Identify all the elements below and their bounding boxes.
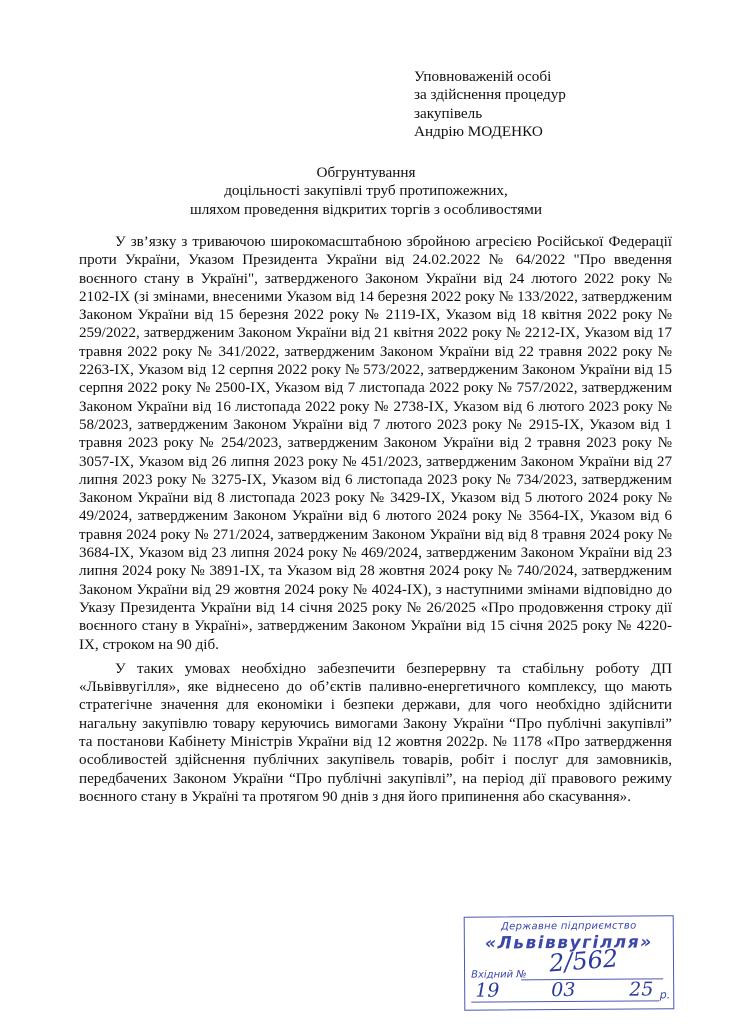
title-line: доцільності закупівлі труб протипожежних, <box>224 182 508 200</box>
stamp-reg-number: 2/562 <box>548 944 620 978</box>
addressee-block <box>414 68 566 141</box>
stamp-year: 25 <box>629 978 654 1001</box>
title-line: Обгрунтування <box>316 164 416 181</box>
stamp-month: 03 <box>551 978 576 1002</box>
addressee-line: закупівель <box>414 104 483 122</box>
stamp-year-suffix: р. <box>659 988 671 1002</box>
addressee-line: за здійснення процедур <box>414 86 566 104</box>
stamp-day: 19 <box>475 979 500 1002</box>
addressee-line: Уповноваженій особі <box>414 68 552 85</box>
title-line: шляхом проведення відкритих торгів з особливостями <box>190 200 542 218</box>
body-paragraph: У таких умовах необхідно забезпечити безперервну та стабільну роботу ДП «Львіввугілля», яке віднесено до об’єктів паливно-енергетичного комплексу, що мають стратегічне значення для економіки і безпеки держави, для чого необхідно здійснити нагальну закупівлю товару керуючись вимогами Закону України “Про публічні закупівлі” та постанови Кабінету Міністрів України від 12 жовтня 2022р. № 1178 «Про затвердження особливостей здійснення публічних закупівель товарів, робіт і послуг для замовників, передбачених Законом України “Про публічні закупівлі”, на період дії правового режиму воєнного стану в Україні та протягом 90 днів з дня його припинення або скасування». <box>79 660 672 805</box>
stamp-org: Державне підприємство <box>500 920 637 933</box>
body-paragraph: У зв’язку з триваючою широкомасштабною збройною агресією Російської Федерації проти України, Указом Президента України від 24.02.2022 № 64/2022 "Про введення воєнного стану в Україні", затвердженого Законом України від 24 лютого 2022 року № 2102-IX (зі змінами, внесеними Указом від 14 березня 2022 року № 133/2022, затвердженим Законом України від 15 березня 2022 року № 2119-IX, Указом від 18 квітня 2022 року № 259/2022, затвердженим Законом України від 21 квітня 2022 року № 2212-IX, Указом від 17 травня 2022 року № 341/2022, затвердженим Законом України від 22 травня 2022 року № 2263-IX, Указом від 12 серпня 2022 року № 573/2022, затвердженим Законом України від 15 серпня 2022 року № 2500-IX, Указом від 7 листопада 2022 року № 757/2022, затвердженим Законом України від 16 листопада 2022 року № 2738-IX, Указом від 6 лютого 2023 року № 58/2023, затвердженим Законом України від 7 лютого 2023 року № 2915-IX, Указом від 1 травня 2023 року № 254/2023, затвердженим Законом України від 2 травня 2023 року № 3057-IX, Указом від 26 липня 2023 року № 451/2023, затвердженим Законом України від 27 липня 2023 року № 3275-IX, Указом від 6 листопада 2023 року № 734/2023, затвердженим Законом України від 8 листопада 2023 року № 3429-IX, Указом від 5 лютого 2024 року № 49/2024, затвердженим Законом України від 6 лютого 2024 року № 3564-IX, Указом від 6 травня 2024 року № 271/2024, затвердженим Законом України від від 8 травня 2024 року № 3684-IX, Указом від 23 липня 2024 року № 469/2024, затвердженим Законом України від 23 липня 2024 року № 3891-IX, та Указом від 28 жовтня 2024 року № 740/2024, затвердженим Законом України від 29 жовтня 2024 року № 4024-IX), з наступними змінами відповідно до Указу Президента України від 14 січня 2025 року № 26/2025 «Про продовження строку дії воєнного стану в Україні», затвердженим Законом України від 15 січня 2025 року № 4220-IX, строком на 90 діб. <box>79 234 672 653</box>
document-body <box>79 233 672 806</box>
addressee-name: Андрію МОДЕНКО <box>414 122 543 140</box>
registration-stamp <box>464 915 675 1010</box>
stamp-date-line <box>471 1000 659 1002</box>
document-title <box>60 164 672 219</box>
stamp-company-name: «Львіввугілля» <box>484 932 653 954</box>
stamp-incoming-label: Вхідний № <box>471 969 527 981</box>
